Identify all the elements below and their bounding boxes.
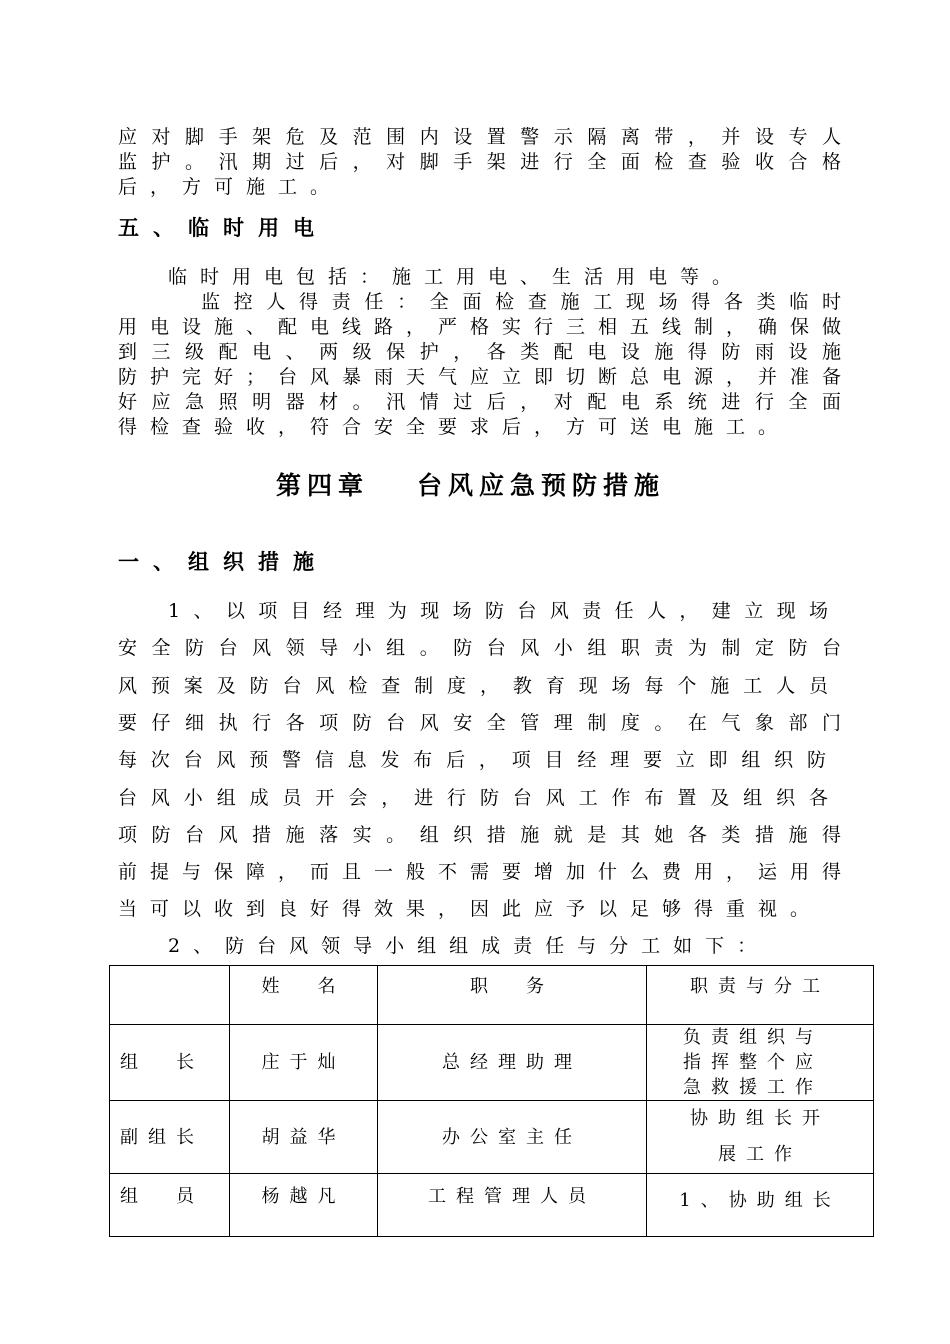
title-cell: 总经理助理 [378, 1025, 647, 1101]
duty-cell: 1、协助组长 [647, 1174, 874, 1237]
body-text-line: 前提与保障，而且一般不需要增加什么费用，运用得 [118, 861, 841, 883]
role-cell: 副组长 [110, 1101, 230, 1174]
name-cell: 胡益华 [230, 1101, 378, 1174]
title-cell: 工程管理人员 [378, 1174, 647, 1237]
body-text-line: 临时用电包括：施工用电、生活用电等。 [168, 266, 745, 288]
chapter-title: 台风应急预防措施 [417, 471, 666, 500]
body-text-line: 用电设施、配电线路，严格实行三相五线制，确保做 [118, 316, 841, 338]
body-text-line: 要仔细执行各项防台风安全管理制度。在气象部门 [118, 712, 841, 734]
chapter-number: 第四章 [276, 471, 370, 500]
chapter-heading [276, 471, 665, 501]
table-header-cell: 职 务 [378, 966, 647, 1025]
table-row [110, 1174, 874, 1237]
body-text-line: 安全防台风领导小组。防台风小组职责为制定防台 [118, 637, 841, 659]
body-text-line: 1、以项目经理为现场防台风责任人，建立现场 [168, 600, 828, 622]
role-cell: 组 长 [110, 1025, 230, 1101]
table-header-cell: 职责与分工 [647, 966, 874, 1025]
table-header-cell: 姓 名 [230, 966, 378, 1025]
body-text-line: 后，方可施工。 [118, 176, 343, 198]
body-text-line: 得检查验收，符合安全要求后，方可送电施工。 [118, 416, 791, 438]
body-text-line: 到三级配电、两级保护，各类配电设施得防雨设施 [118, 341, 841, 363]
table-row [110, 1025, 874, 1101]
body-text-line: 好应急照明器材。汛情过后，对配电系统进行全面 [118, 391, 841, 413]
duty-cell: 负责组织与 指挥整个应 急救援工作 [647, 1025, 874, 1101]
team-roster-table [109, 965, 874, 1237]
body-text-line: 防护完好；台风暴雨天气应立即切断总电源，并准备 [118, 366, 841, 388]
body-text-line: 项防台风措施落实。组织措施就是其她各类措施得 [118, 824, 841, 846]
body-text-line: 风预案及防台风检查制度，教育现场每个施工人员 [118, 675, 828, 697]
body-text-line: 台风小组成员开会，进行防台风工作布置及组织各 [118, 787, 828, 809]
body-text-line: 监控人得责任：全面检查施工现场得各类临时 [201, 291, 841, 313]
body-text-line: 应对脚手架危及范围内设置警示隔离带，并设专人 [118, 126, 841, 148]
name-cell: 庄于灿 [230, 1025, 378, 1101]
role-cell: 组 员 [110, 1174, 230, 1237]
table-header-row [110, 966, 874, 1025]
body-text-line: 当可以收到良好得效果，因此应予以足够得重视。 [118, 898, 823, 920]
body-text-line: 每次台风预警信息发布后，项目经理要立即组织防 [118, 749, 826, 771]
duty-cell: 协助组长开 展工作 [647, 1101, 874, 1174]
table-row [110, 1101, 874, 1174]
title-cell: 办公室主任 [378, 1101, 647, 1174]
section-heading-temporary-power: 五、临时用电 [118, 215, 328, 240]
section-heading-organization: 一、组织措施 [118, 549, 328, 574]
body-text-line: 监护。汛期过后，对脚手架进行全面检查验收合格 [118, 151, 841, 173]
body-text-line: 2、防台风领导小组组成责任与分工如下： [168, 935, 770, 957]
table-header-cell [110, 966, 230, 1025]
name-cell: 杨越凡 [230, 1174, 378, 1237]
